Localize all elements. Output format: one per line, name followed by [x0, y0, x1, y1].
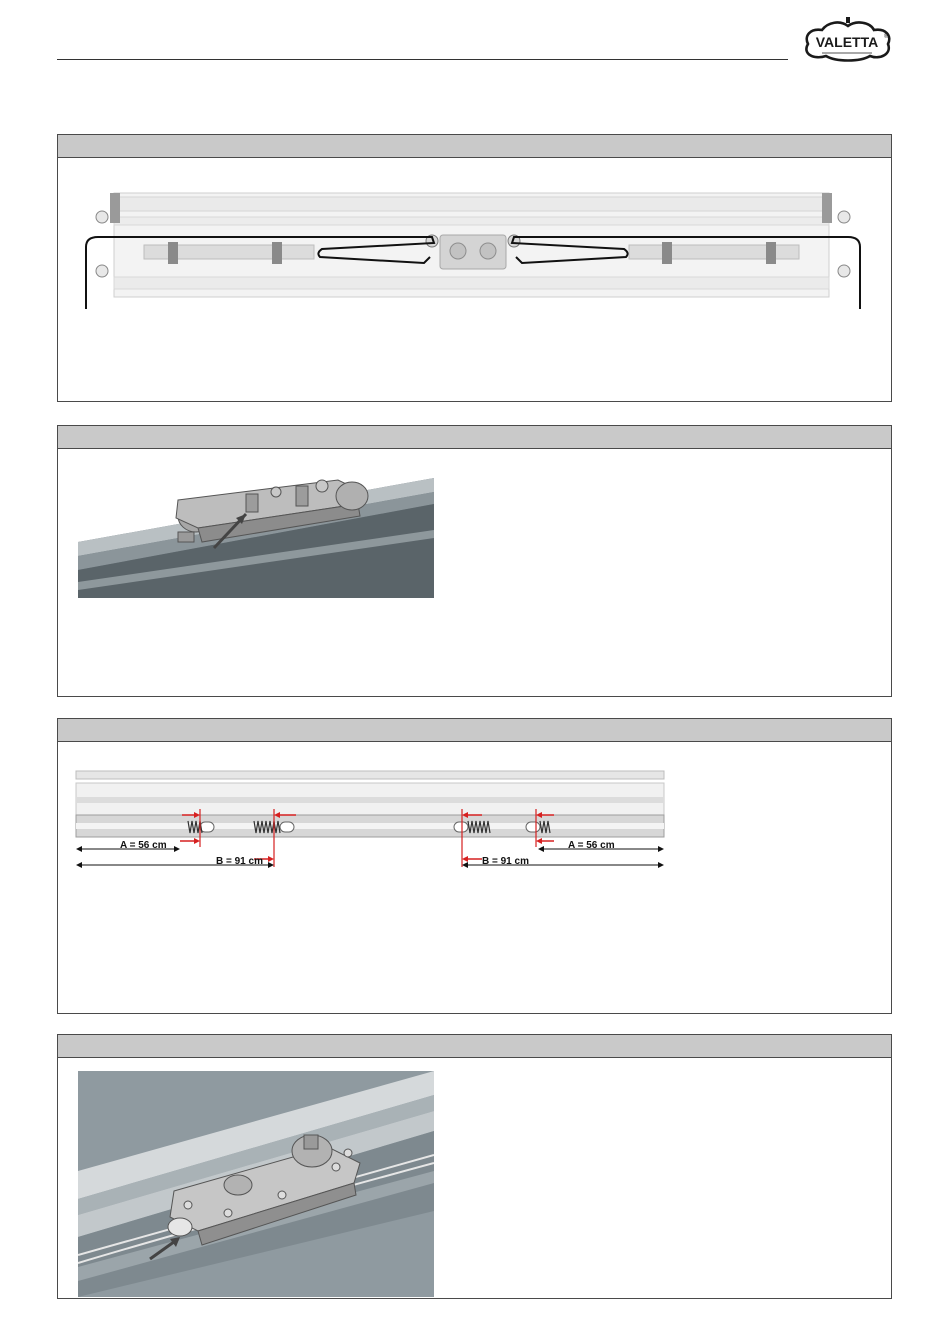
section-1	[57, 134, 892, 402]
dim-label-a-left: A = 56 cm	[120, 840, 167, 851]
valetta-logo	[800, 14, 896, 64]
spring-position-diagram	[74, 769, 666, 875]
carriage-on-rail-illustration	[78, 470, 434, 598]
section-3-header-bar	[58, 719, 891, 742]
rail-cable-illustration	[84, 187, 864, 311]
section-1-header-bar	[58, 135, 891, 158]
dim-label-b-left: B = 91 cm	[216, 856, 263, 867]
logo-registered: ®	[884, 34, 889, 40]
logo-text: VALETTA	[815, 34, 879, 50]
section-2-header-bar	[58, 426, 891, 449]
carriage-in-track-illustration	[78, 1071, 434, 1297]
section-2	[57, 425, 892, 697]
dim-label-b-right: B = 91 cm	[482, 856, 529, 867]
section-3	[57, 718, 892, 1014]
header-rule	[57, 59, 788, 60]
section-4-header-bar	[58, 1035, 891, 1058]
section-4	[57, 1034, 892, 1299]
dim-label-a-right: A = 56 cm	[568, 840, 615, 851]
